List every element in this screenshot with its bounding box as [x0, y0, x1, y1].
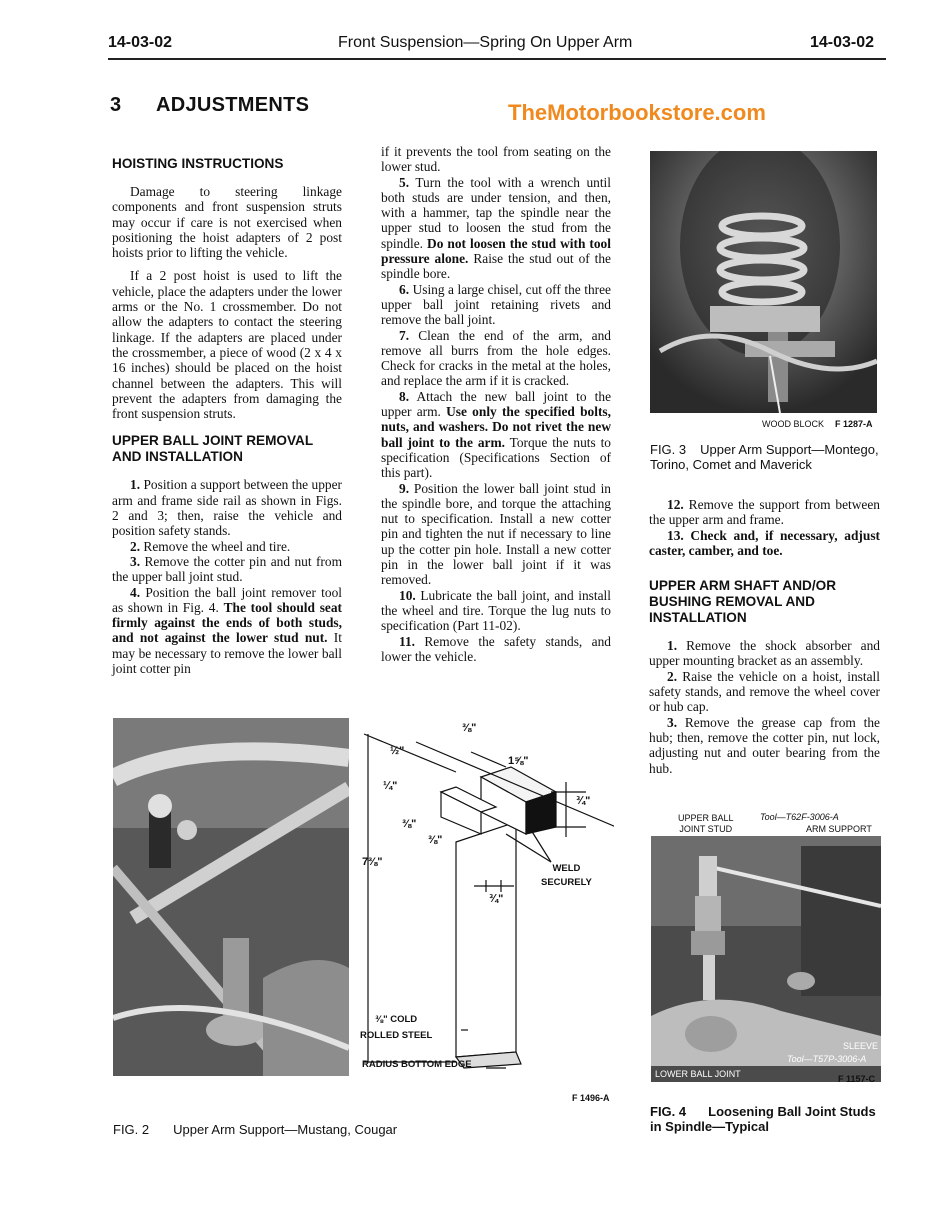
section-number: 3	[110, 94, 122, 116]
step-11: 11. Remove the safety stands, and lower the vehicle.	[381, 633, 611, 664]
step-7: 7. Clean the end of the arm, and remove all burrs from the hole edges. Check for cracks in the metal at the holes, and replace the arm if it is cracked.	[381, 327, 611, 389]
section-title: ADJUSTMENTS	[156, 94, 310, 116]
page-number-right: 14-03-02	[810, 34, 875, 51]
fig3-caption	[650, 442, 882, 472]
column-3	[649, 497, 880, 776]
fig2-illustration	[113, 718, 349, 1076]
fig4-caption-text: Loosening Ball Joint Studs in Spindle—Typical	[650, 1104, 876, 1134]
fig2-photo	[113, 718, 349, 1076]
step-9: 9. Position the lower ball joint stud in the spindle bore, and torque the attaching nut to specification. Install a new cotter pin and tighten the nut if necessary to line up the cotter pin hole. Install a new cotter pin in the lower ball joint if it was removed.	[381, 480, 611, 588]
step-12: 12. Remove the support from between the upper arm and frame.	[649, 497, 880, 528]
heading-hoisting: HOISTING INSTRUCTIONS	[112, 156, 284, 171]
fig4-label-lower-ball-joint: LOWER BALL JOINT	[655, 1069, 741, 1079]
bushing-step-3: 3. Remove the grease cap from the hub; then, remove the cotter pin, nut lock, adjusting nut and outer bearing from the hub.	[649, 714, 881, 776]
step-1: 1. Position a support between the upper arm and frame side rail as shown in Figs. 2 and 3; then, raise the vehicle and position safety stands.	[112, 477, 342, 539]
paragraph: If a 2 post hoist is used to lift the vehicle, place the adapters under the lower arms or the No. 1 crossmember. Do not allow the adapters to contact the steering linkage. If the adapters are placed under the crossmember, a piece of wood (2 x 4 x 16 inches) should be placed on the hoist channel between the adapters. This will prevent the adapters from damaging the front suspension struts.	[112, 268, 342, 422]
fig2-caption-number: FIG. 2	[113, 1122, 150, 1137]
fig3-label-wood-block: WOOD BLOCK	[762, 419, 825, 429]
fig4-label-sleeve: SLEEVE	[843, 1041, 879, 1051]
fig2-code: F 1496-A	[572, 1093, 610, 1103]
fig2-caption-text: Upper Arm Support—Mustang, Cougar	[173, 1122, 398, 1137]
paragraph: Damage to steering linkage components and front suspension struts may occur if care is not exercised when positioning the hoist adapters of 2 post hoists prior to lifting the vehicle.	[112, 184, 342, 261]
fig4-label-arm-support: ARM SUPPORT	[806, 824, 872, 834]
watermark-text: TheMotorbookstore.com	[508, 100, 766, 125]
column-2	[381, 144, 611, 664]
page-header-title: Front Suspension—Spring On Upper Arm	[338, 34, 633, 51]
step-4: 4. Position the ball joint remover tool as shown in Fig. 4. The tool should seat firmly against the ends of both studs, and not against the lower stud nut. It may be necessary to remove the lower ball joint cotter pin	[112, 584, 343, 677]
fig2-dim-1-5-8: 1⅝"	[508, 755, 529, 767]
fig4-label-tool-1: Tool—T62F-3006-A	[760, 812, 839, 822]
fig3-code: F 1287-A	[835, 419, 873, 429]
fig2-weld-label: WELD SECURELY	[541, 863, 592, 888]
step-8: 8. Attach the new ball joint to the upper arm. Use only the specified bolts, nuts, and washers. Do not rivet the new ball joint to the arm. Torque the nuts to specification (Specifications Section of this part).	[381, 388, 612, 481]
fig2-label-cold-rolled: ⅜" COLD ROLLED STEEL	[360, 1014, 433, 1041]
header-rule	[108, 58, 886, 60]
fig4-code: F 1157-C	[838, 1074, 876, 1084]
paragraph-continued: if it prevents the tool from seating on the lower stud.	[381, 144, 611, 175]
fig2-dim-3-8-b: ⅜"	[428, 834, 443, 846]
step-3: 3. Remove the cotter pin and nut from the upper ball joint stud.	[112, 553, 342, 585]
bushing-step-2: 2. Raise the vehicle on a hoist, install safety stands, and remove the wheel cover or hub cap.	[649, 668, 880, 715]
fig2-dim-3-4-right: ¾"	[576, 795, 591, 807]
bushing-step-1: 1. Remove the shock absorber and upper mounting bracket as an assembly.	[649, 638, 880, 669]
page-number-left: 14-03-02	[108, 34, 173, 51]
fig2-dim-7-3-8: 7⅜"	[362, 856, 383, 868]
fig2-dim-3-8-a: ⅜"	[402, 818, 417, 830]
heading-upper-ball-joint: UPPER BALL JOINT REMOVAL AND INSTALLATION	[112, 433, 313, 465]
step-10: 10. Lubricate the ball joint, and install the wheel and tire. Torque the lug nuts to specification (Part 11-02).	[381, 587, 611, 634]
fig2-label-radius: RADIUS BOTTOM EDGE	[362, 1059, 472, 1070]
heading-upper-arm-shaft: UPPER ARM SHAFT AND/OR BUSHING REMOVAL AND INSTALLATION	[649, 578, 837, 626]
fig4-caption	[650, 1104, 885, 1134]
step-5: 5. Turn the tool with a wrench until both studs are under tension, and then, with a hammer, tap the spindle near the upper stud to loosen the stud from the spindle. Do not loosen the stud with tool pressure alone. Raise the stud out of the spindle bore.	[381, 174, 612, 282]
fig2-dim-3-4-bottom: ¾"	[489, 893, 504, 905]
fig3-photo	[650, 151, 877, 413]
fig2-dim-quarter: ¼"	[383, 780, 398, 792]
fig2-dim-half: ½"	[390, 745, 405, 757]
fig2-caption	[113, 1122, 533, 1137]
fig2-dim-top: ⅜"	[462, 722, 477, 734]
step-6: 6. Using a large chisel, cut off the three upper ball joint retaining rivets and remove the ball joint.	[381, 281, 611, 328]
step-13: 13. Check and, if necessary, adjust caster, camber, and toe.	[649, 527, 880, 558]
step-2: 2. Remove the wheel and tire.	[130, 538, 291, 554]
fig4-caption-number: FIG. 4	[650, 1104, 687, 1119]
fig3-illustration	[650, 151, 877, 413]
fig4-label-tool-2: Tool—T57P-3006-A	[787, 1054, 867, 1064]
fig4-label-upper-ball-joint: UPPER BALL JOINT STUD	[678, 813, 734, 834]
fig3-caption-text: Upper Arm Support—Montego, Torino, Comet and Maverick	[650, 442, 879, 472]
fig3-caption-number: FIG. 3	[650, 442, 687, 457]
column-1	[112, 156, 342, 676]
